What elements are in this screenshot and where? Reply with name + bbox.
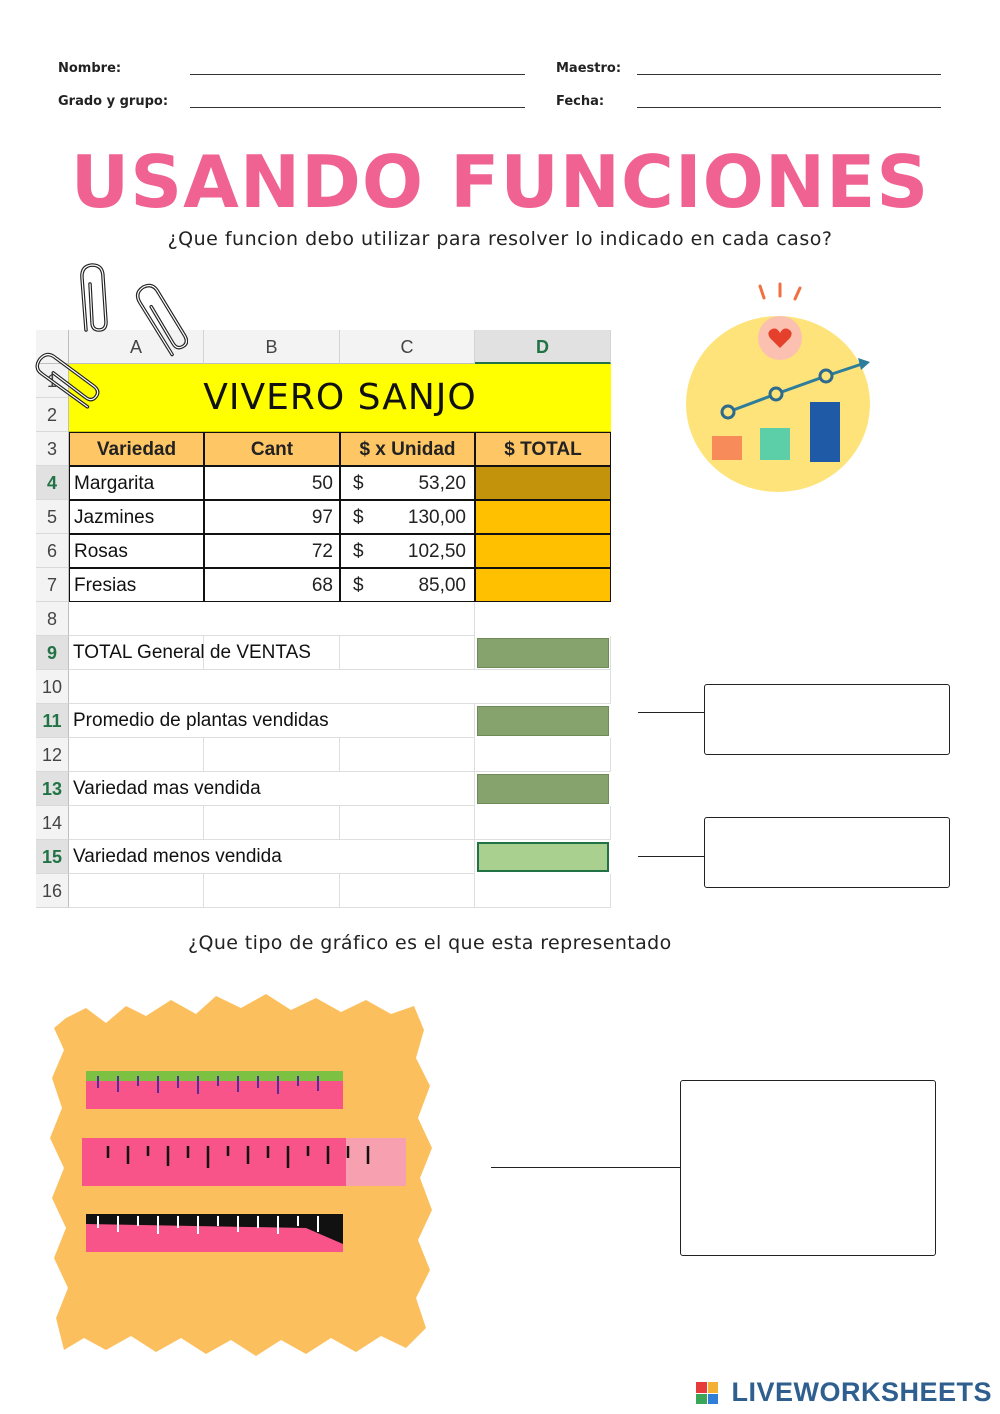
- row-header[interactable]: 10: [36, 670, 69, 704]
- header-variedad[interactable]: Variedad: [69, 432, 204, 466]
- currency-symbol: $: [353, 541, 364, 562]
- grid-cell[interactable]: [204, 874, 340, 908]
- answer-box-promedio[interactable]: [704, 684, 950, 755]
- grid-cell[interactable]: [340, 874, 475, 908]
- grid-cell[interactable]: [475, 806, 611, 840]
- grade-label: Grado y grupo:: [58, 94, 169, 109]
- bar-chart-illustration: [46, 978, 438, 1368]
- teacher-label: Maestro:: [556, 61, 622, 76]
- grid-cell[interactable]: [69, 670, 611, 704]
- date-field[interactable]: [637, 107, 941, 108]
- connector-line: [491, 1167, 681, 1168]
- connector-line: [638, 856, 705, 857]
- summary-label-menos-vendida: Variedad menos vendida: [73, 846, 282, 867]
- header-cant[interactable]: Cant: [204, 432, 340, 466]
- row-header[interactable]: 15: [36, 840, 69, 874]
- row-header[interactable]: 11: [36, 704, 69, 738]
- liveworksheets-logo-icon: [696, 1382, 718, 1404]
- row-header[interactable]: 5: [36, 500, 69, 534]
- summary-menos-vendida-cell[interactable]: [477, 842, 609, 872]
- row-header[interactable]: 8: [36, 602, 69, 636]
- cell-precio[interactable]: [340, 534, 475, 568]
- cell-total[interactable]: [475, 466, 611, 500]
- price-value: 53,20: [418, 473, 466, 494]
- currency-symbol: $: [353, 575, 364, 596]
- grid-cell[interactable]: [204, 806, 340, 840]
- row-header[interactable]: 9: [36, 636, 69, 670]
- row-header[interactable]: 7: [36, 568, 69, 602]
- row-header[interactable]: 16: [36, 874, 69, 908]
- row-header[interactable]: 12: [36, 738, 69, 772]
- column-header-a[interactable]: A: [69, 330, 204, 364]
- currency-symbol: $: [353, 507, 364, 528]
- paperclip-icon: [132, 276, 188, 362]
- summary-label-mas-vendida: Variedad mas vendida: [73, 778, 261, 799]
- row-header[interactable]: 13: [36, 772, 69, 806]
- date-label: Fecha:: [556, 94, 605, 109]
- header-total[interactable]: $ TOTAL: [475, 432, 611, 466]
- name-field[interactable]: [190, 74, 525, 75]
- column-header-b[interactable]: B: [204, 330, 340, 364]
- spreadsheet: [36, 330, 638, 908]
- currency-symbol: $: [353, 473, 364, 494]
- cell-precio[interactable]: [340, 466, 475, 500]
- grid-cell[interactable]: [340, 806, 475, 840]
- cell-variedad[interactable]: Jazmines: [69, 500, 204, 534]
- cell-variedad[interactable]: Margarita: [69, 466, 204, 500]
- cell-variedad[interactable]: Fresias: [69, 568, 204, 602]
- teacher-field[interactable]: [637, 74, 941, 75]
- grid-cell[interactable]: [475, 738, 611, 772]
- summary-total-cell[interactable]: [477, 638, 609, 668]
- row-header[interactable]: 4: [36, 466, 69, 500]
- price-value: 102,50: [407, 541, 466, 562]
- grid-cell[interactable]: [475, 874, 611, 908]
- banner-title: VIVERO SANJO: [203, 377, 477, 418]
- cell-total[interactable]: [475, 534, 611, 568]
- cell-precio[interactable]: [340, 500, 475, 534]
- cell-cant[interactable]: 50: [204, 466, 340, 500]
- grid-cell[interactable]: [69, 738, 204, 772]
- summary-promedio-cell[interactable]: [477, 706, 609, 736]
- price-value: 130,00: [407, 507, 466, 528]
- grid-cell[interactable]: [69, 602, 475, 636]
- cell-precio[interactable]: [340, 568, 475, 602]
- row-header[interactable]: 14: [36, 806, 69, 840]
- paperclip-icon: [26, 346, 106, 416]
- price-value: 85,00: [418, 575, 466, 596]
- name-label: Nombre:: [58, 61, 122, 76]
- grid-cell[interactable]: [69, 874, 204, 908]
- row-header[interactable]: 3: [36, 432, 69, 466]
- chart-illustration-icon: [680, 280, 880, 500]
- summary-label-total: TOTAL General de VENTAS: [73, 642, 311, 663]
- cell-cant[interactable]: 68: [204, 568, 340, 602]
- column-header-c[interactable]: C: [340, 330, 475, 364]
- page-title: USANDO FUNCIONES: [70, 140, 930, 224]
- grid-cell[interactable]: [340, 738, 475, 772]
- header-precio[interactable]: $ x Unidad: [340, 432, 475, 466]
- question-1: ¿Que funcion debo utilizar para resolver lo indicado en cada caso?: [167, 228, 833, 250]
- grade-field[interactable]: [190, 107, 525, 108]
- row-header[interactable]: 1: [36, 364, 69, 398]
- question-2: ¿Que tipo de gráfico es el que esta representado: [188, 932, 672, 954]
- connector-line: [638, 712, 705, 713]
- grid-cell[interactable]: [69, 806, 204, 840]
- summary-label-promedio: Promedio de plantas vendidas: [73, 710, 329, 731]
- row-header[interactable]: 6: [36, 534, 69, 568]
- cell-cant[interactable]: 72: [204, 534, 340, 568]
- answer-box-grafico[interactable]: [680, 1080, 936, 1256]
- liveworksheets-brand[interactable]: LIVEWORKSHEETS: [731, 1377, 992, 1407]
- cell-variedad[interactable]: Rosas: [69, 534, 204, 568]
- column-header-d[interactable]: D: [475, 330, 611, 364]
- grid-cell[interactable]: [204, 738, 340, 772]
- row-header[interactable]: 2: [36, 398, 69, 432]
- paperclip-icon: [74, 260, 114, 340]
- cell-total[interactable]: [475, 500, 611, 534]
- cell-cant[interactable]: 97: [204, 500, 340, 534]
- answer-box-menos-vendida[interactable]: [704, 817, 950, 888]
- cell-total[interactable]: [475, 568, 611, 602]
- summary-mas-vendida-cell[interactable]: [477, 774, 609, 804]
